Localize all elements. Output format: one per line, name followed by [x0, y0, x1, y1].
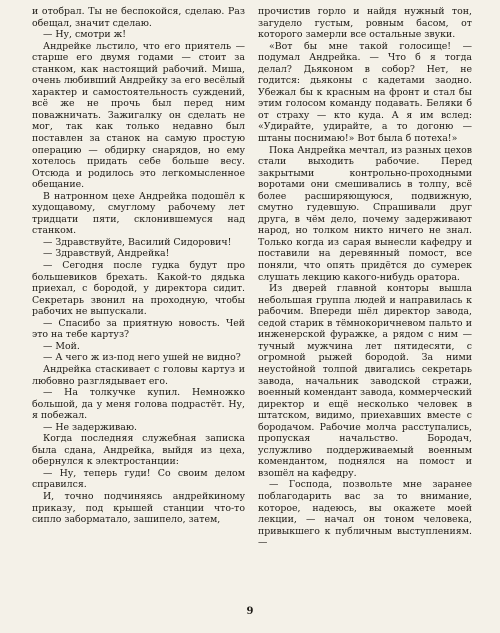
paragraph: Андрейка стаскивает с головы картуз и любовно разглядывает его.	[32, 363, 245, 387]
page-number: 9	[246, 606, 254, 617]
paragraph: — Здравствуйте, Василий Сидорович!	[43, 236, 232, 248]
paragraph: — Мой.	[43, 340, 80, 352]
paragraph: — Ну, теперь гуди! Со своим делом справился.	[32, 467, 245, 491]
paragraph: и отобрал. Ты не беспокойся, сделаю. Раз обещал, значит сделаю.	[32, 6, 245, 29]
paragraph: Из дверей главной конторы вышла небольшая группа людей и направилась к рабочим. Впереди шёл директор завода, седой старик в тёмнокоричневом пальто и инженерской фуражке, а рядом с ним — тучный мужчина лет пятидесяти, с огромной рыжей бородой. За ними неустойной толпой двигались секретарь завода, начальник заводской стражи, военный комендант завода, коммерческий директор и ещё несколько человек в штатском, видимо, приехавших вместе с бородачом. Рабочие молча расступались, пропуская начальство. Бородач, услужливо поддерживаемый военным комендантом, поднялся на помост и взошёл на кафедру.	[258, 283, 472, 479]
paragraph: В натронном цехе Андрейка подошёл к худощавому, смуглому рабочему лет тридцати пяти, склонившемуся над станком.	[32, 190, 245, 237]
paragraph: Пока Андрейка мечтал, из разных цехов стали выходить рабочие. Перед закрытыми контрольно-проходными воротами они смешивались в толпу, всё более расширяющуюся, подвижную, смутно гудевшую. Спрашивали друг друга, в чём дело, почему задерживают народ, но толком никто ничего не знал. Только когда из сарая вынесли кафедру и поставили на деревянный помост, все поняли, что опять придётся до сумерек слушать лекцию какого-нибудь оратора.	[258, 144, 472, 283]
paragraph: Когда последняя служебная записка была сдана, Андрейка, выйдя из цеха, обернулся к электростанции:	[32, 433, 245, 468]
paragraph: — А чего ж из-под него ушей не видно?	[43, 352, 241, 364]
paragraph: И, точно подчиняясь андрейкиному приказу, под крышей станции что-то сипло заборматало, зашипело, затем,	[32, 490, 245, 526]
paragraph: — Ну, смотри ж!	[43, 29, 127, 41]
paragraph: «Вот бы мне такой голосище! — подумал Андрейка. — Что б я тогда делал? Дьяконом в собор? Нет, не годится: дьяконы с кадетами заодно. Убежал бы к красным на фронт и стал бы этим голосом команду подавать. Беляки б от страху — кто куда. А я им вслед: «Удирайте, удирайте, а то догоню — штаны поснимаю!» Вот была б потеха!»	[258, 40, 472, 145]
paragraph: — На толкучке купил. Немножко большой, да у меня голова подрастёт. Ну, я побежал.	[32, 387, 245, 422]
paragraph: — Сегодня после гудка будут про большевиков брехать. Какой-то дядька приехал, с бородой, у директора сидит. Секретарь звонил на проходную, чтобы рабочих не выпускали.	[32, 260, 245, 318]
paragraph: прочистив горло и найдя нужный тон, загудело густым, ровным басом, от которого замерли все остальные звуки.	[258, 6, 472, 41]
paragraph: — Здравствуй, Андрейка!	[43, 248, 170, 260]
left-text-column	[32, 6, 245, 526]
paragraph: — Не задерживаю.	[43, 421, 137, 433]
paragraph: Андрейке льстило, что его приятель — старше его двумя годами — стоит за станком, как настоящий рабочий. Миша, очень любивший Андрейку за его весёлый характер и самостоятельность суждений, всё же не прочь был перед ним поважничать. Зажигалку он сделать не мог, так как только недавно был поставлен за станок на самую простую операцию — обдирку снарядов, но ему хотелось придать себе больше весу. Отсюда и родилось это легкомысленное обещание.	[32, 40, 245, 191]
paragraph: — Господа, позвольте мне заранее поблагодарить вас за то внимание, которое, надеюсь, вы окажете моей лекции, — начал он тоном человека, привыкшего к публичным выступлениям. —	[258, 479, 472, 549]
right-text-column	[258, 6, 472, 549]
paragraph: — Спасибо за приятную новость. Чей это на тебе картуз?	[32, 317, 245, 341]
